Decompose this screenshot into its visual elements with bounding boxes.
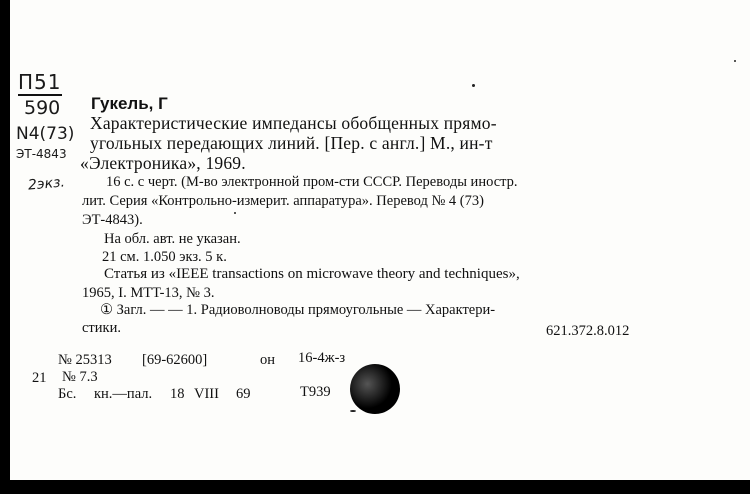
scan-speck — [350, 410, 356, 412]
title-line-3: «Электроника», 1969. — [80, 153, 246, 173]
footer-paper: Бс. — [58, 386, 77, 402]
footer-day: 18 — [170, 386, 185, 402]
udc-classification: 621.372.8.012 — [546, 323, 630, 339]
subject-line-2: стики. — [82, 320, 121, 336]
note-source-line-1: Статья из «IEEE transactions on microwave theory and techniques», — [104, 266, 520, 282]
printer-stamp — [350, 364, 400, 414]
call-number-series: ЭТ-4843 — [16, 147, 67, 161]
footer-print-code: 16-4ж-з — [298, 350, 346, 366]
description-line-3: ЭТ-4843). — [82, 212, 143, 228]
call-number-590: 590 — [24, 97, 61, 119]
footer-year: 69 — [236, 386, 251, 402]
footer-month: VIII — [194, 386, 219, 402]
scan-speck — [472, 84, 475, 87]
description-line-1: 16 с. с черт. (М-во электронной пром-сти СССР. Переводы иностр. — [106, 174, 518, 190]
footer-line2-number: № 7.3 — [62, 369, 98, 385]
subject-line-1: ① Загл. — — 1. Радиоволноводы прямоугольные — Характери- — [100, 302, 496, 318]
call-number-p51: П51 — [18, 70, 62, 94]
scan-speck — [734, 60, 736, 62]
footer-code: он — [260, 352, 276, 368]
author-heading: Гукель, Г — [91, 94, 168, 113]
footer-order: [69-62600] — [142, 352, 208, 368]
note-source-line-2: 1965, I. MTT-13, № 3. — [82, 285, 215, 301]
note-size-copies-price: 21 см. 1.050 экз. 5 к. — [102, 249, 227, 265]
call-number-issue: N4(73) — [16, 124, 75, 144]
note-author-unstated: На обл. авт. не указан. — [104, 231, 241, 247]
footer-signed: кн.—пал. — [94, 386, 153, 402]
footer-order-code: Т939 — [300, 384, 331, 400]
footer-line2-prefix: 21 — [32, 370, 47, 386]
title-line-1: Характеристические импедансы обобщенных прямо- — [90, 113, 497, 133]
catalog-card — [10, 0, 750, 480]
description-line-2: лит. Серия «Контрольно-измерит. аппаратура». Перевод № 4 (73) — [82, 193, 484, 209]
scan-speck — [234, 212, 236, 214]
footer-number: № 25313 — [58, 352, 112, 368]
copies-note: 2экз. — [27, 174, 66, 194]
title-line-2: угольных передающих линий. [Пер. с англ.] М., ин-т — [90, 133, 493, 153]
